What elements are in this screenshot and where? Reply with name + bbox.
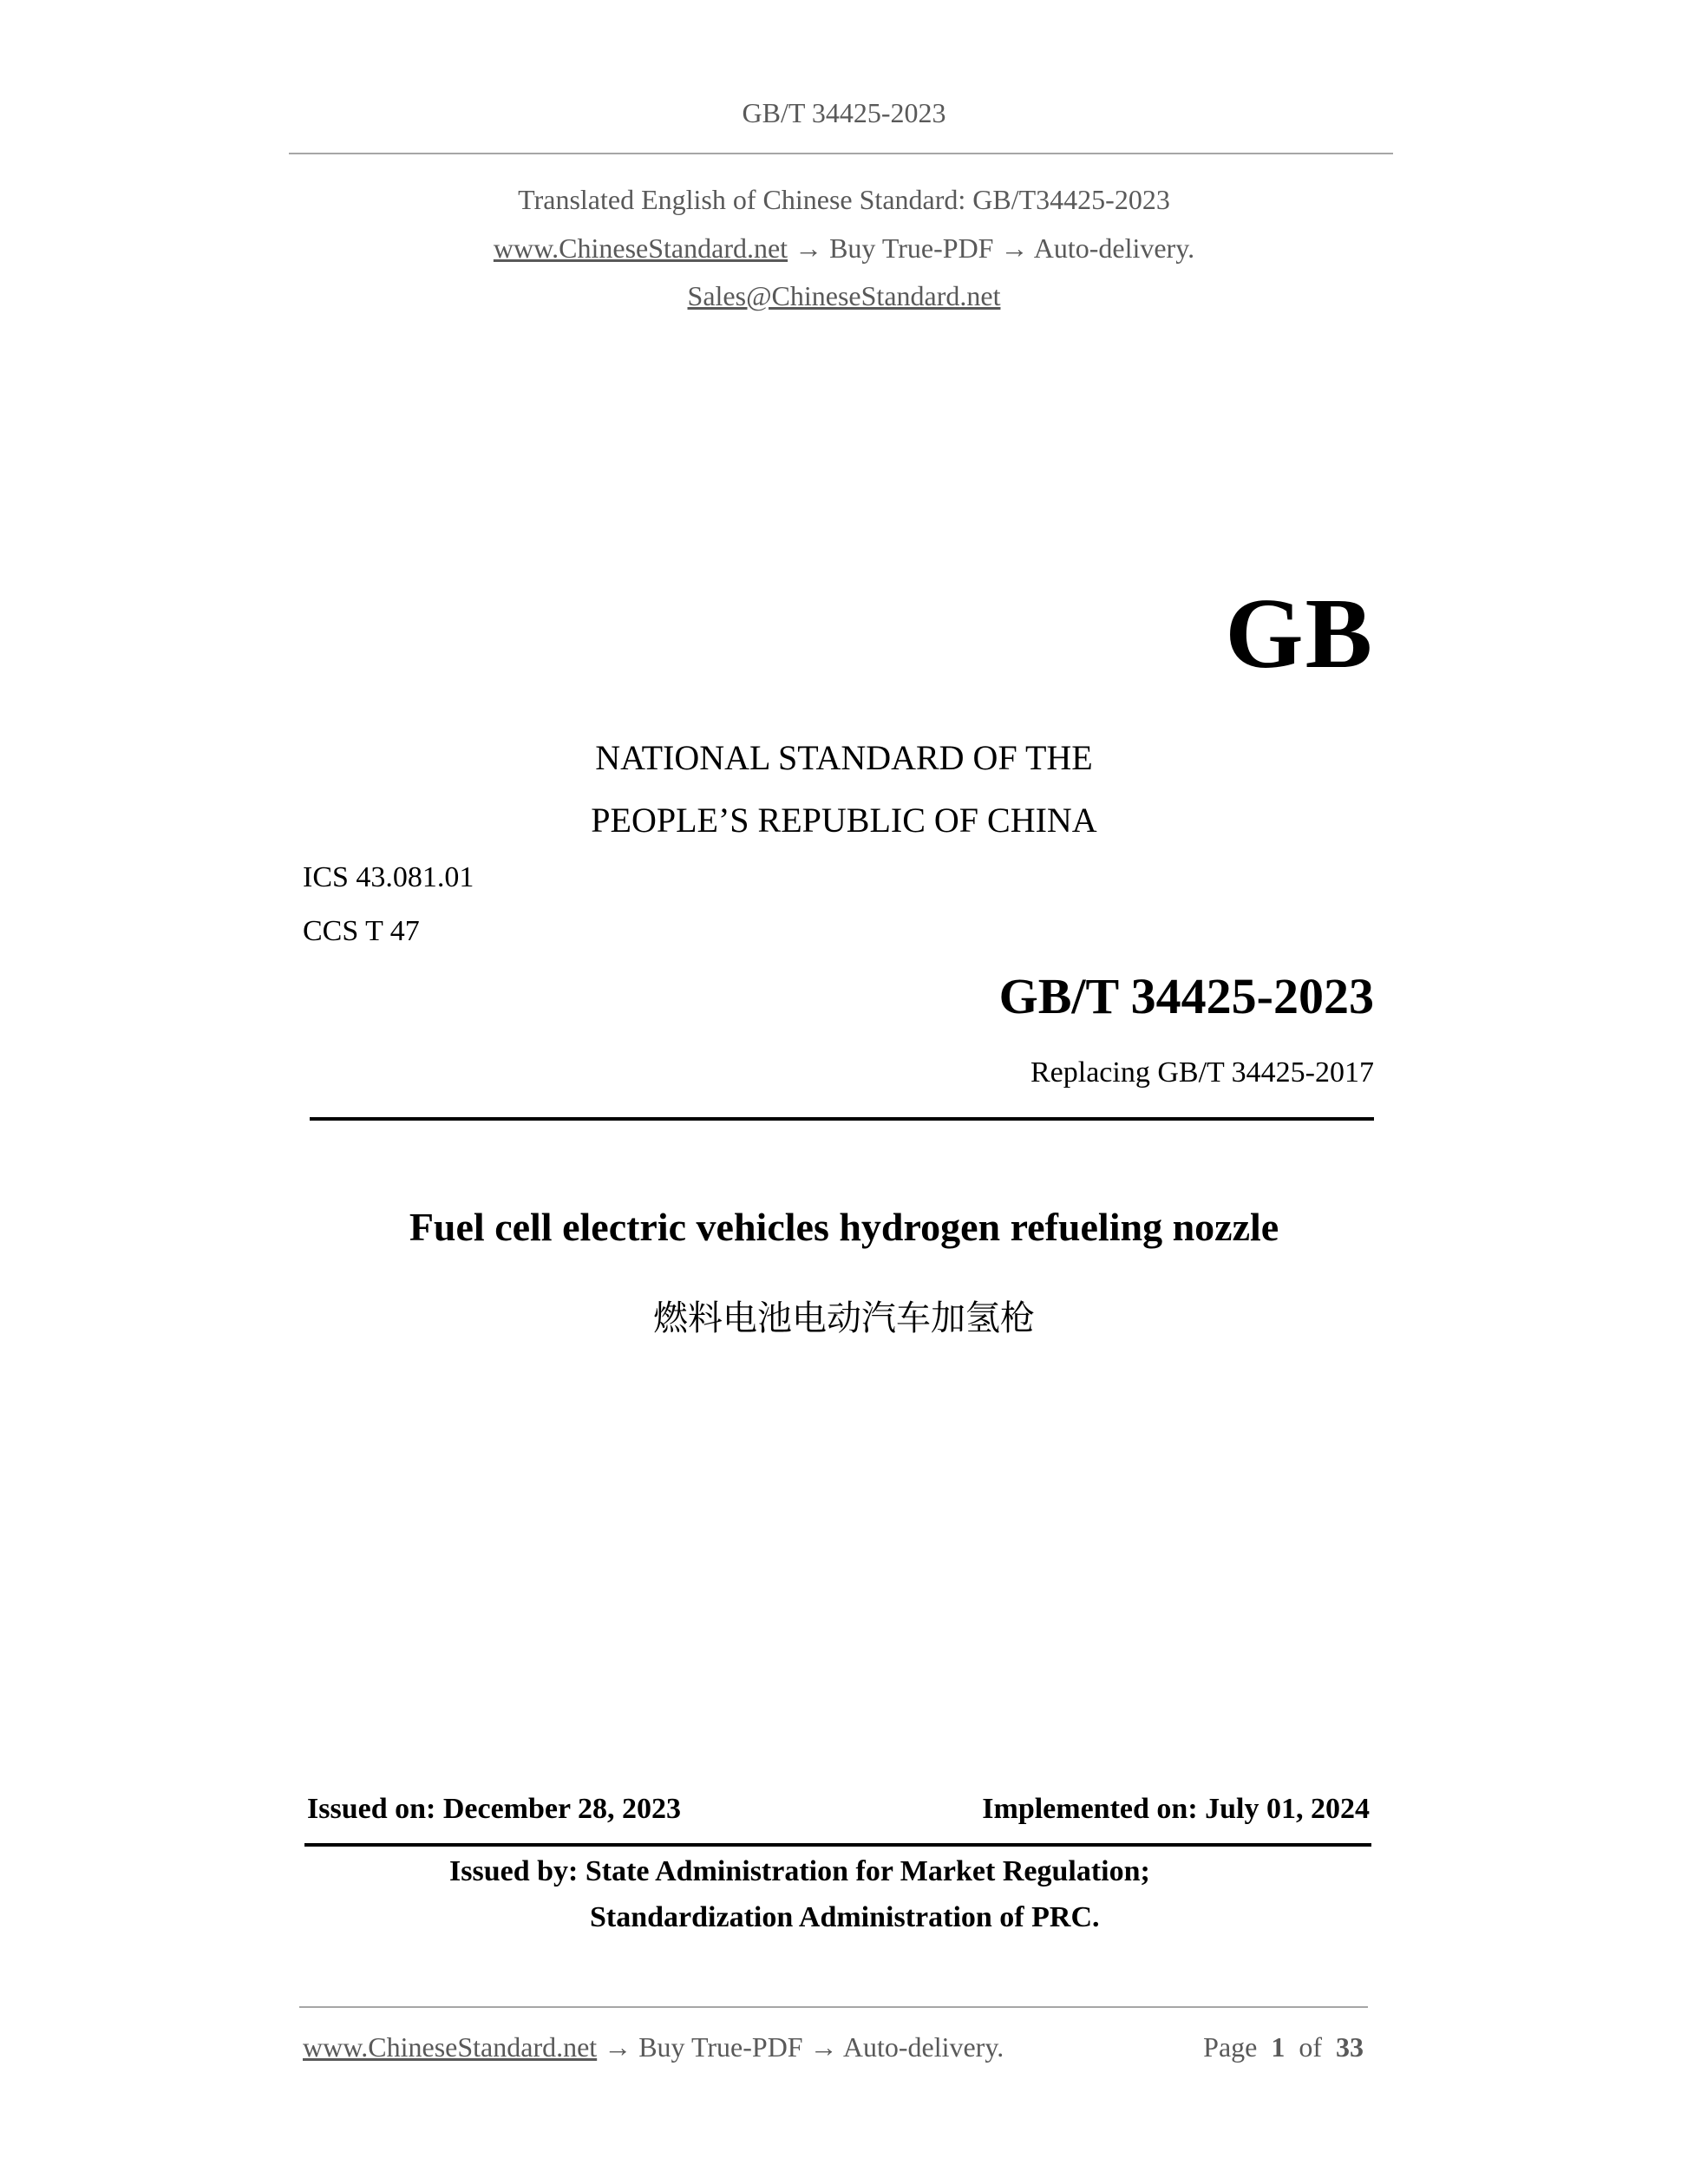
arrow-right-icon: → (809, 2031, 838, 2063)
promo-purchase-line (0, 232, 1688, 265)
header-rule (289, 153, 1393, 154)
page-indicator (1203, 2031, 1364, 2063)
arrow-right-icon: → (604, 2031, 632, 2063)
issued-on-date: Issued on: December 28, 2023 (307, 1793, 681, 1825)
arrow-right-icon: → (1000, 232, 1029, 264)
total-pages: 33 (1336, 2031, 1364, 2063)
page-label: Page (1203, 2031, 1258, 2063)
title-chinese: 燃料电池电动汽车加氢枪 (653, 1298, 1035, 1338)
of-label: of (1299, 2031, 1322, 2063)
gb-logo: GB (1225, 579, 1374, 690)
footer-site-link[interactable]: www.ChineseStandard.net (303, 2031, 598, 2063)
email-link[interactable]: Sales@ChineseStandard.net (687, 280, 1001, 311)
issued-by-line: Issued by: State Administration for Market Regulation; (449, 1855, 1150, 1887)
footer-rule (299, 2006, 1368, 2008)
running-header: GB/T 34425-2023 (742, 97, 946, 128)
buy-text: Buy True-PDF (829, 232, 994, 264)
implemented-on-date: Implemented on: July 01, 2024 (982, 1793, 1370, 1825)
footer-buy-text: Buy True-PDF (638, 2031, 803, 2063)
arrow-right-icon: → (795, 232, 823, 264)
national-standard-heading-2: PEOPLE’S REPUBLIC OF CHINA (591, 801, 1097, 840)
footer-purchase-line (303, 2031, 1004, 2063)
footer-delivery-text: Auto-delivery. (842, 2031, 1004, 2063)
page-number: 1 (1271, 2031, 1286, 2063)
issue-rule (304, 1843, 1371, 1847)
promo-email-line (0, 280, 1688, 312)
title-english: Fuel cell electric vehicles hydrogen refueling nozzle (409, 1205, 1279, 1249)
issued-by-line-2: Standardization Administration of PRC. (590, 1901, 1100, 1933)
promo-line: Translated English of Chinese Standard: GB/T34425-2023 (518, 184, 1170, 215)
ccs-code: CCS T 47 (303, 915, 420, 947)
standard-number: GB/T 34425-2023 (998, 968, 1374, 1024)
site-link[interactable]: www.ChineseStandard.net (493, 232, 788, 264)
replacing-note: Replacing GB/T 34425-2017 (1030, 1056, 1374, 1089)
national-standard-heading: NATIONAL STANDARD OF THE (595, 738, 1093, 777)
delivery-text: Auto-delivery. (1033, 232, 1195, 264)
title-rule (310, 1117, 1374, 1121)
ics-code: ICS 43.081.01 (303, 861, 474, 893)
